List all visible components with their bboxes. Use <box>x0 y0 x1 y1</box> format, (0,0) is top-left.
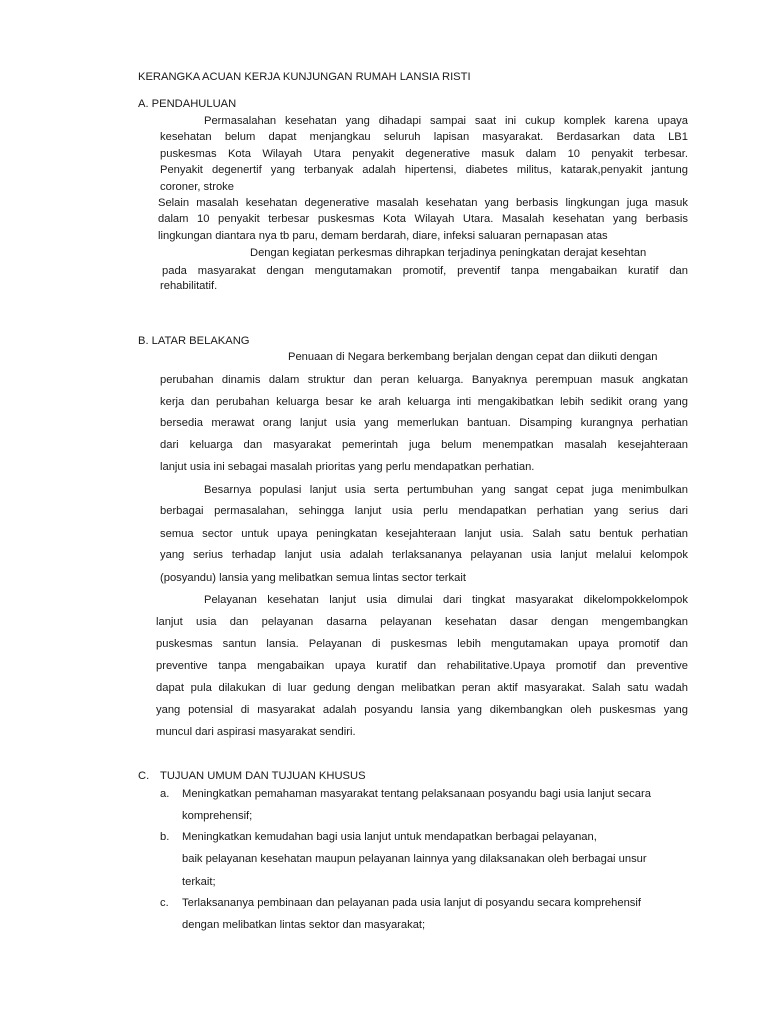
list-item-marker: b. <box>160 831 170 843</box>
list-item-line: dengan melibatkan lintas sektor dan masyarakat; <box>182 919 426 931</box>
section-b-line: preventive tanpa mengabaikan upaya kuratif dan rehabilitative.Upaya promotif dan preventive <box>156 660 688 672</box>
section-b-line: Penuaan di Negara berkembang berjalan dengan cepat dan diikuti dengan <box>288 351 658 363</box>
list-item-line: baik pelayanan kesehatan maupun pelayanan lainnya yang dilaksanakan oleh berbagai unsur <box>182 853 647 865</box>
list-item-marker: c. <box>160 897 169 909</box>
section-b-line: perubahan dinamis dalam struktur dan peran keluarga. Banyaknya perempuan masuk angkatan <box>160 374 688 386</box>
document-title: KERANGKA ACUAN KERJA KUNJUNGAN RUMAH LANSIA RISTI <box>138 71 471 83</box>
section-b-line: dari keluarga dan masyarakat pemerintah juga belum menempatkan masalah kesejahteraan <box>160 439 688 451</box>
section-b-line: dapat pula dilakukan di luar gedung dengan melibatkan peran aktif masyarakat. Salah satu wadah <box>156 682 688 694</box>
section-a-line: kesehatan belum dapat menjangkau seluruh lapisan masyarakat. Berdasarkan data LB1 <box>160 131 688 143</box>
section-b-line: Besarnya populasi lanjut usia serta pertumbuhan yang sangat cepat juga menimbulkan <box>204 484 688 496</box>
section-a-line: Dengan kegiatan perkesmas dihrapkan terjadinya peningkatan derajat kesehtan <box>250 247 647 259</box>
section-a-line: Selain masalah kesehatan degenerative masalah kesehatan yang berbasis lingkungan juga masuk <box>158 197 688 209</box>
section-b-line: lanjut usia ini sebagai masalah prioritas yang perlu mendapatkan perhatian. <box>160 461 535 473</box>
section-a-line: rehabilitatif. <box>160 280 218 292</box>
section-a-line: Permasalahan kesehatan yang dihadapi sampai saat ini cukup komplek karena upaya <box>204 115 688 127</box>
section-a-line: dalam 10 penyakit terbesar puskesmas Kota Wilayah Utara. Masalah kesehatan yang berbasis <box>158 213 688 225</box>
section-a-line: puskesmas Kota Wilayah Utara penyakit degenerative masuk dalam 10 penyakit terbesar. <box>160 148 688 160</box>
list-item-line: terkait; <box>182 876 216 888</box>
section-a-line: Penyakit degenertif yang terbanyak adalah hipertensi, diabetes militus, katarak,penyakit jantung <box>160 164 688 176</box>
section-b-line: Pelayanan kesehatan lanjut usia dimulai dari tingkat masyarakat dikelompokkelompok <box>204 594 688 606</box>
list-item-line: komprehensif; <box>182 810 253 822</box>
section-b-heading: B. LATAR BELAKANG <box>138 335 250 347</box>
section-a-heading: A. PENDAHULUAN <box>138 98 237 110</box>
section-a-line: coroner, stroke <box>160 181 234 193</box>
section-b-line: yang potensial di masyarakat adalah posyandu lansia yang dikembangkan oleh puskesmas yang <box>156 704 688 716</box>
section-b-line: lanjut usia dan pelayanan dasarna pelayanan kesehatan dasar dengan mengembangkan <box>156 616 688 628</box>
section-b-line: bersedia merawat orang lanjut usia yang memerlukan bantuan. Disamping kurangnya perhatian <box>160 417 688 429</box>
section-c-label: C. <box>138 770 150 782</box>
section-c-heading: TUJUAN UMUM DAN TUJUAN KHUSUS <box>160 770 366 782</box>
section-b-line: semua sector untuk upaya peningkatan kesejahteraan lanjut usia. Salah satu bentuk perhatian <box>160 528 688 540</box>
list-item-line: Meningkatkan kemudahan bagi usia lanjut untuk mendapatkan berbagai pelayanan, <box>182 831 597 843</box>
section-b-line: (posyandu) lansia yang melibatkan semua lintas sector terkait <box>160 572 466 584</box>
section-b-line: puskesmas santun lansia. Pelayanan di puskesmas lebih mengutamakan upaya promotif dan <box>156 638 688 650</box>
list-item-line: Meningkatkan pemahaman masyarakat tentang pelaksanaan posyandu bagi usia lanjut secara <box>182 788 651 800</box>
list-item-line: Terlaksananya pembinaan dan pelayanan pada usia lanjut di posyandu secara komprehensif <box>182 897 641 909</box>
section-a-line: pada masyarakat dengan mengutamakan promotif, preventif tanpa mengabaikan kuratif dan <box>162 265 688 277</box>
section-b-line: kerja dan perubahan keluarga besar ke arah keluarga inti mengakibatkan lebih sedikit orang yang <box>160 396 688 408</box>
section-b-line: berbagai permasalahan, sehingga lanjut usia perlu mendapatkan perhatian yang serius dari <box>160 505 688 517</box>
list-item-marker: a. <box>160 788 170 800</box>
section-a-line: lingkungan diantara nya tb paru, demam berdarah, diare, infeksi saluaran pernapasan atas <box>158 230 608 242</box>
section-b-line: yang serius terhadap lanjut usia adalah terlaksananya pelayanan usia lanjut melalui kelompok <box>160 549 688 561</box>
section-b-line: muncul dari aspirasi masyarakat sendiri. <box>156 726 356 738</box>
